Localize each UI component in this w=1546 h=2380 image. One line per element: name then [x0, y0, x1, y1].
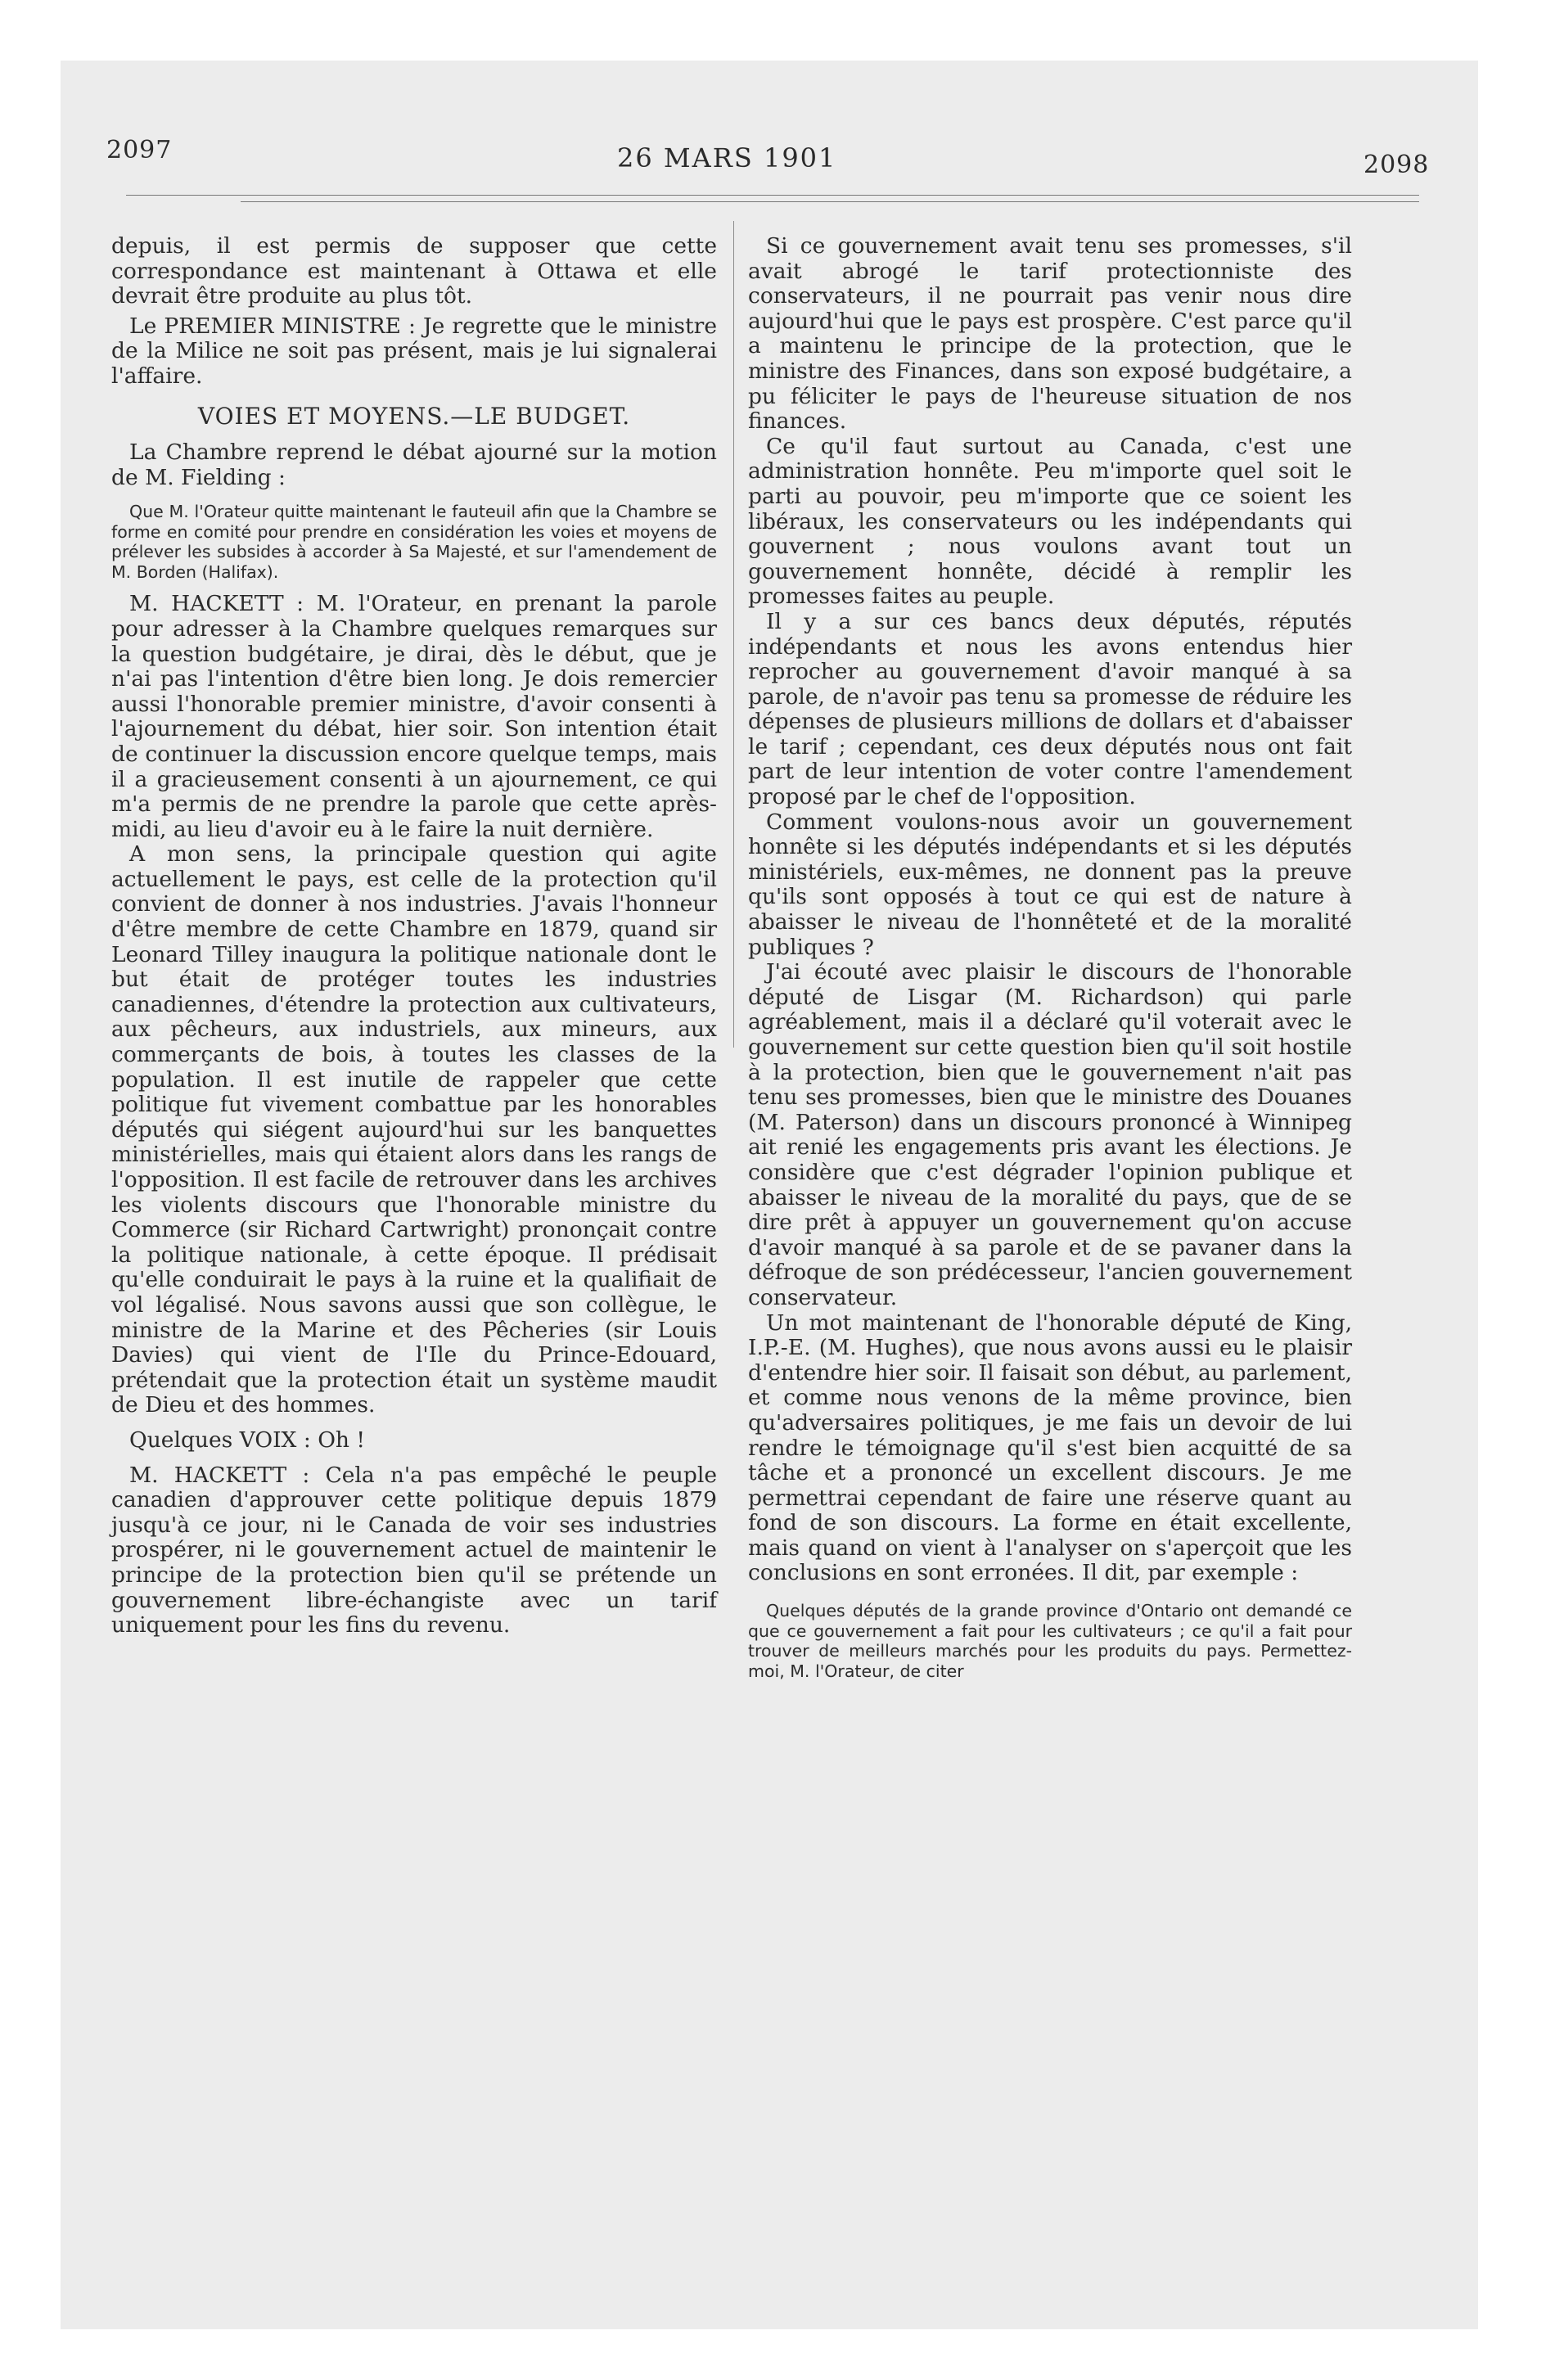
left-column — [111, 234, 717, 1639]
paragraph-right-5: J'ai écouté avec plaisir le discours de l'honorable député de Lisgar (M. Richardson) qui parle agréablement, mais il a déclaré qu'il voterait avec le gouvernement sur cette question bien qu'il soit hostile à la protection, bien que le gouvernement n'ait pas tenu ses promesses, bien que le ministre des Douanes (M. Paterson) dans un discours prononcé à Winnipeg ait renié les engagements pris avant les élections. Je considère que c'est dégrader l'opinion publique et abaisser le niveau de la moralité du pays, que de se dire prêt à appuyer un gouvernement qu'on accuse d'avoir manqué à sa parole et de se pavaner dans la défroque de son prédécesseur, l'ancien gouvernement conservateur. — [748, 959, 1352, 1310]
scanned-page — [61, 61, 1478, 2329]
paragraph-hackett-2: A mon sens, la principale question qui agite actuellement le pays, est celle de la protection qu'il convient de donner à nos industries. J'avais l'honneur d'être membre de cette Chambre en 1879, quand sir Leonard Tilley inaugura la politique nationale dont le but était de protéger toutes les industries canadiennes, d'étendre la protection aux cultivateurs, aux pêcheurs, aux industriels, aux mineurs, aux commerçants de bois, à toutes les classes de la population. Il est inutile de rappeler que cette politique fut vivement combattue par les honorables députés qui siégent aujourd'hui sur les banquettes ministérielles, mais qui étaient alors dans les rangs de l'opposition. Il est facile de retrouver dans les archives les violents discours que l'honorable ministre du Commerce (sir Richard Cartwright) prononçait contre la politique nationale, à cette époque. Il prédisait qu'elle conduirait le pays à la ruine et la qualifiait de vol légalisé. Nous savons aussi que son collègue, le ministre de la Marine et des Pêcheries (sir Louis Davies) qui vient de l'Ile du Prince-Edouard, prétendait que la protection était un système maudit de Dieu et des hommes. — [111, 841, 717, 1418]
page-number-left: 2097 — [106, 136, 173, 165]
page-date-header: 26 MARS 1901 — [617, 142, 837, 174]
page-number-right: 2098 — [1363, 151, 1430, 179]
paragraph-right-3: Il y a sur ces bancs deux députés, réputés indépendants et nous les avons entendus hier reprocher au gouvernement d'avoir manqué à sa parole, de n'avoir pas tenu sa promesse de réduire les dépenses de plusieurs millions de dollars et d'abaisser le tarif ; cependant, ces deux députés nous ont fait part de leur intention de voter contre l'amendement proposé par le chef de l'opposition. — [748, 608, 1352, 810]
paragraph-hackett-3: M. HACKETT : Cela n'a pas empêché le peuple canadien d'approuver cette politique depuis 1879 jusqu'à ce jour, ni le Canada de voir ses industries prospérer, ni le gouvernement actuel de maintenir le principe de la protection bien qu'il se prétende un gouvernement libre-échangiste avec un tarif uniquement pour les fins du revenu. — [111, 1462, 717, 1639]
header-rule-top — [126, 195, 1419, 196]
quote-right: Quelques députés de la grande province d'Ontario ont demandé ce que ce gouvernement a fait pour les cultivateurs ; ce qu'il a fait pour trouver de meilleurs marchés pour les produits du pays. Permettez-moi, M. l'Orateur, de citer — [748, 1601, 1352, 1681]
header-rule-bottom — [241, 201, 1419, 202]
paragraph-interjection: Quelques VOIX : Oh ! — [129, 1427, 366, 1453]
column-divider — [733, 221, 734, 1048]
paragraph-right-4: Comment voulons-nous avoir un gouvernement honnête si les députés indépendants et si les députés ministériels, eux-mêmes, ne donnent pas la preuve qu'ils sont opposés à tout ce qui est de nature à abaisser le niveau de l'honnêteté et de la moralité publiques ? — [748, 809, 1352, 960]
motion-quote: Que M. l'Orateur quitte maintenant le fauteuil afin que la Chambre se forme en comité pour prendre en considération les voies et moyens de prélever les subsides à accorder à Sa Majesté, et sur l'amendement de M. Borden (Halifax). — [111, 502, 717, 582]
paragraph-right-6: Un mot maintenant de l'honorable député de King, I.P.-E. (M. Hughes), que nous avons aussi eu le plaisir d'entendre hier soir. Il faisait son début, au parlement, et comme nous venons de la même province, bien qu'adversaires politiques, je me fais un devoir de lui rendre le témoignage qu'il s'est bien acquitté de sa tâche et a prononcé un excellent discours. Je me permettrai cependant de faire une réserve quant au fond de son discours. La forme en était excellente, mais quand on vient à l'analyser on s'aperçoit que les conclusions en sont erronées. Il dit, par exemple : — [748, 1309, 1352, 1586]
right-column — [748, 234, 1352, 1681]
paragraph-hackett-1: M. HACKETT : M. l'Orateur, en prenant la parole pour adresser à la Chambre quelques remarques sur la question budgétaire, je dirai, dès le début, que je n'ai pas l'intention d'être bien long. Je dois remercier aussi l'honorable premier ministre, d'avoir consenti à l'ajournement du débat, hier soir. Son intention était de continuer la discussion encore quelque temps, mais il a gracieusement consenti à un ajournement, ce qui m'a permis de ne prendre la parole que cette après-midi, au lieu d'avoir eu à le faire la nuit dernière. — [111, 591, 717, 842]
paragraph-right-1: Si ce gouvernement avait tenu ses promesses, s'il avait abrogé le tarif protectionniste des conservateurs, il ne pourrait pas venir nous dire aujourd'hui que le pays est prospère. C'est parce qu'il a maintenu le principe de la protection, que le ministre des Finances, dans son exposé budgétaire, a pu féliciter le pays de l'heureuse situation de nos finances. — [748, 233, 1352, 435]
paragraph-premier-ministre: Le PREMIER MINISTRE : Je regrette que le ministre de la Milice ne soit pas présent, mais je lui signalerai l'affaire. — [111, 313, 717, 389]
paragraph-right-2: Ce qu'il faut surtout au Canada, c'est une administration honnête. Peu m'importe quel soit le parti au pouvoir, peu m'importe que ce soient les libéraux, les conservateurs ou les indépendants qui gouvernent ; nous voulons avant tout un gouvernement honnête, décidé à remplir les promesses faites au peuple. — [748, 433, 1352, 610]
section-heading: VOIES ET MOYENS.—LE BUDGET. — [197, 402, 631, 430]
paragraph-continuation: depuis, il est permis de supposer que cette correspondance est maintenant à Ottawa et elle devrait être produite au plus tôt. — [111, 233, 717, 309]
paragraph-motion-intro: La Chambre reprend le débat ajourné sur la motion de M. Fielding : — [111, 439, 717, 490]
